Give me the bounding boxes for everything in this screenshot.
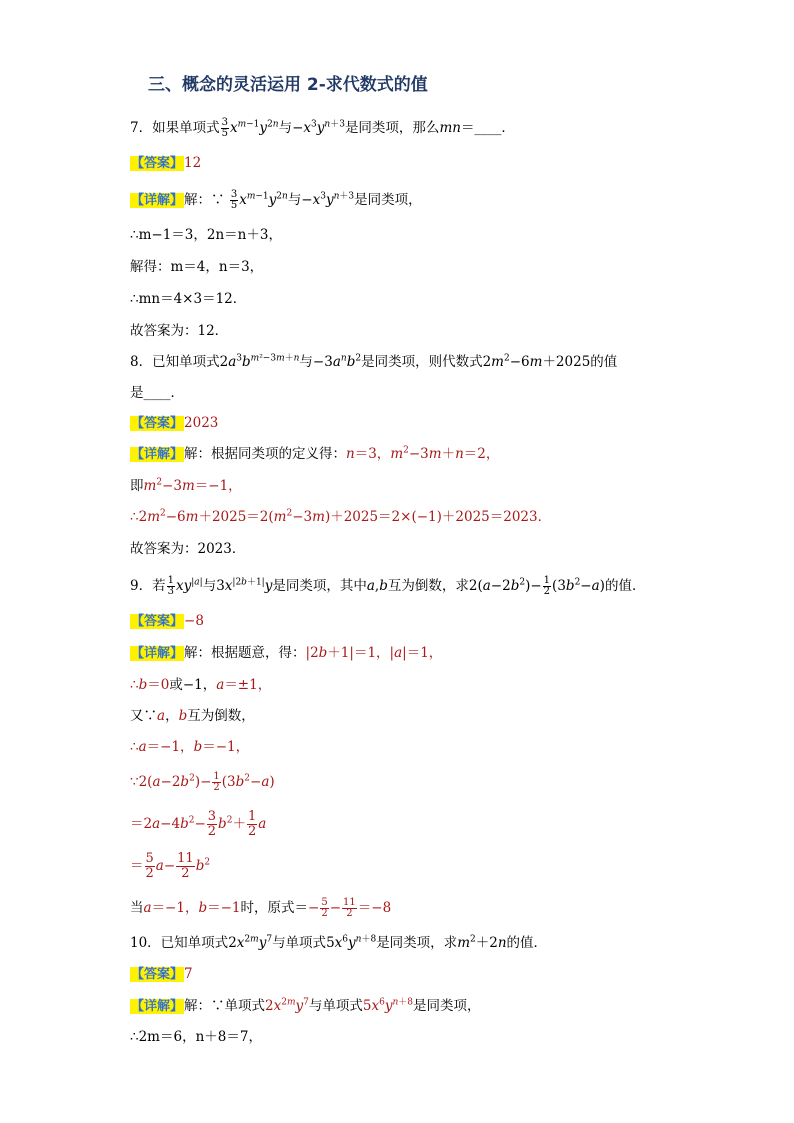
q9-detail-lead: 解：根据题意，得： [184,645,306,661]
q9-answer-row [130,612,204,631]
q8-line2: 是____． [130,385,184,401]
detail-tag: 【详解】 [131,193,184,208]
q9-tail: 是同类项，其中 [272,578,367,594]
question-8: 8．已知单项式$2a^3b^{m^2-3m+n}$与$-3a^nb^2$是同类项，则代数式$2m^2-6m+2025$的值 [130,353,618,370]
q9-line6b: 时，原式＝ [240,900,309,916]
q9-tail3: 的值． [604,578,646,594]
q8-detail-lead: 解：根据同类项的定义得： [184,446,347,462]
fraction-11-2-small: $\frac{11}{2}$ [343,897,356,919]
q9-line3: ∴a＝−1，b＝−1， [130,739,250,755]
q7-mid: 与 [278,120,293,136]
answer-tag: 【答案】 [131,416,184,431]
q10-mid: 与单项式 [272,935,327,951]
q8-tail2: 的值 [590,354,618,370]
q10-line1: ∴2m＝6，n＋8＝7， [130,1029,262,1045]
q8-line3: 故答案为：2023． [130,541,246,557]
detail-tag: 【详解】 [131,447,184,462]
q7-answer-row [130,154,201,173]
q10-intro: 10．已知单项式 [130,935,229,951]
q9-detail-row: 【详解】解：根据题意，得：|2b＋1|＝1，|a|＝1， [131,645,443,661]
q9-line4: $\because 2(a-2b^2)-$ $\frac{1}{2}$ $(3b^2-a)$ [130,771,275,793]
q9-line6a: 当 [130,900,144,916]
q8-answer: 2023 [184,415,219,431]
q7-detail-lead: 解：∵ [184,192,225,208]
answer-tag: 【答案】 [131,614,184,629]
q8-line2-calc: $\therefore 2m^2-6m+2025=2(m^2-3m)+2025=2\times(-1)+2025=2023$． [130,508,552,525]
q9-line5: $=2a-4b^2-$ $\frac{3}{2}$ $b^2+$ $\frac{1}{2}$ a [130,809,267,839]
section-title: 三、概念的灵活运用 2-求代数式的值 [148,75,428,95]
fraction-5-2: $\frac{5}{2}$ [145,851,154,881]
q8-line1-lead: 即 [130,478,144,494]
question-9: 9．若 $\frac{1}{3}$ $xy^{|a|}$与$3x^{|2b+1|}y$是同类项，其中a,b互为倒数，求$2(a-2b^2)-$ $\frac{1}{2}$ $(3b^2-a)$的值． [130,575,646,597]
question-7: 7．如果单项式 $\frac{3}{5}$ $x^{m-1}y^{2n}$与$-x^3y^{n+3}$是同类项，那么mn＝____． [130,117,515,139]
q8-line1: 即$m^2-3m=-1$， [130,477,242,494]
q10-detail-tail: 是同类项， [413,998,481,1014]
fraction-5-2-small: $\frac{5}{2}$ [321,897,328,919]
q9-line2: 又∵a，b互为倒数， [130,708,255,724]
q9-line1: ∴b＝0或−1，a＝±1， [130,677,272,693]
q8-answer-row [130,414,218,433]
q7-line2: 解得：m＝4，n＝3， [130,259,264,275]
q10-tail2: 的值． [506,935,548,951]
fraction-11-2: $\frac{11}{2}$ [177,851,194,881]
q7-line4: 故答案为：12． [130,323,229,339]
fraction-1-2: $\frac{1}{2}$ [543,575,551,597]
q7-tail: 是同类项，那么 [344,120,440,136]
answer-tag: 【答案】 [131,156,184,171]
q8-tail: 是同类项，则代数式 [361,354,483,370]
fraction-1-2-big: $\frac{1}{2}$ [247,809,257,839]
q8-detail-row: 【详解】解：根据同类项的定义得：n＝3，$m^2-3m+n=2$， [131,445,500,462]
fraction-3-5: $\frac{3}{5}$ [230,189,238,211]
q7-detail-row: 【详解】解：∵ $\frac{3}{5}$ $x^{m-1}y^{2n}$与$-x^3y^{n+3}$是同类项， [131,189,422,211]
q10-detail-lead: 解：∵单项式 [184,998,266,1014]
q7-intro: 7．如果单项式 [130,120,220,136]
q7-answer: 12 [184,155,202,171]
q9-line7: 当a＝−1，b＝−1时，原式＝− $\frac{5}{2}$ − $\frac{11}{2}$ ＝−8 [130,897,392,919]
q7-line3: ∴mn＝4×3＝12． [130,291,247,307]
q10-answer: 7 [184,966,193,982]
fraction-1-2: $\frac{1}{2}$ [213,771,220,793]
q10-detail-mid: 与单项式 [308,998,363,1014]
q10-answer-row [130,965,193,984]
q10-tail: 是同类项，求 [376,935,458,951]
q9-line6: ＝ $\frac{5}{2}$ a− $\frac{11}{2}$ $b^2$ [130,851,211,881]
fraction-3-2: $\frac{3}{2}$ [207,809,217,839]
q10-detail-row: 【详解】解：∵单项式$2x^{2m}y^7$与单项式$5x^6y^{n+8}$是同类项， [131,997,481,1014]
question-10: 10．已知单项式$2x^{2m}y^7$与单项式$5x^6y^{n+8}$是同类项，求$m^2+2n$的值． [130,934,548,951]
fraction-1-3: $\frac{1}{3}$ [167,575,174,597]
q9-answer: −8 [184,613,204,629]
detail-tag: 【详解】 [131,646,184,661]
q9-line2b: 互为倒数， [187,708,255,724]
detail-tag: 【详解】 [131,999,184,1014]
q7-detail-tail: 是同类项， [354,192,422,208]
q9-line2a: 又∵ [130,708,157,724]
q9-intro: 9．若 [130,578,166,594]
fraction-3-5: $\frac{3}{5}$ [221,117,228,139]
q9-tail2: 互为倒数，求 [387,578,469,594]
q8-intro: 8．已知单项式 [130,354,220,370]
q7-blank: ＝____． [460,120,515,136]
answer-tag: 【答案】 [131,967,184,982]
q9-mid: 与 [202,578,217,594]
q9-line1b: 或−1， [169,677,217,693]
q7-line1: ∴m−1＝3，2n＝n＋3， [130,227,282,243]
q8-mid: 与 [299,354,313,370]
